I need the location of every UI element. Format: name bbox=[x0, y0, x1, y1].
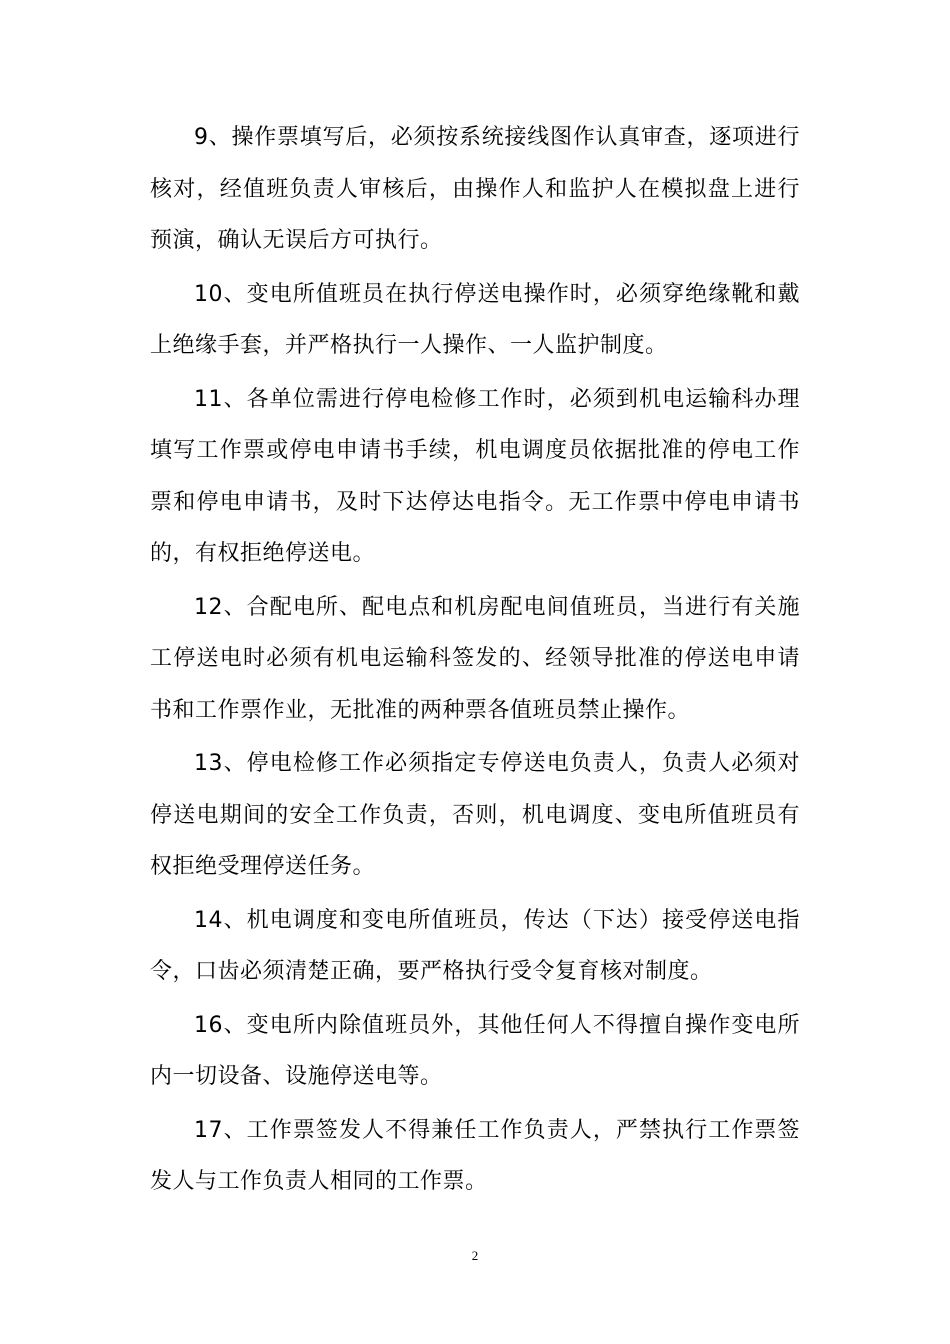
page-number: 2 bbox=[471, 1248, 479, 1263]
paragraph-item-11: 11、各单位需进行停电检修工作时，必须到机电运输科办理填写工作票或停电申请书手续，机电调度员依据批准的停电工作票和停电申请书，及时下达停达电指令。无工作票中停电申请书的，有权拒绝停送电。 bbox=[150, 386, 800, 566]
document-body bbox=[150, 112, 800, 1210]
paragraph-item-13: 13、停电检修工作必须指定专停送电负责人，负责人必须对停送电期间的安全工作负责，否则，机电调度、变电所值班员有权拒绝受理停送任务。 bbox=[150, 751, 800, 879]
paragraph-item-17: 17、工作票签发人不得兼任工作负责人，严禁执行工作票签发人与工作负责人相同的工作票。 bbox=[150, 1117, 800, 1194]
paragraph-item-12: 12、合配电所、配电点和机房配电间值班员，当进行有关施工停送电时必须有机电运输科签发的、经领导批准的停送电申请书和工作票作业，无批准的两种票各值班员禁止操作。 bbox=[150, 594, 800, 723]
paragraph-item-16: 16、变电所内除值班员外，其他任何人不得擅自操作变电所内一切设备、设施停送电等。 bbox=[150, 1012, 800, 1089]
paragraph-item-9: 9、操作票填写后，必须按系统接线图作认真审查，逐项进行核对，经值班负责人审核后，由操作人和监护人在模拟盘上进行预演，确认无误后方可执行。 bbox=[150, 125, 800, 253]
paragraph-item-10: 10、变电所值班员在执行停送电操作时，必须穿绝缘靴和戴上绝缘手套，并严格执行一人操作、一人监护制度。 bbox=[150, 281, 800, 358]
paragraph-item-14: 14、机电调度和变电所值班员，传达（下达）接受停送电指令，口齿必须清楚正确，要严格执行受令复育核对制度。 bbox=[150, 907, 800, 984]
